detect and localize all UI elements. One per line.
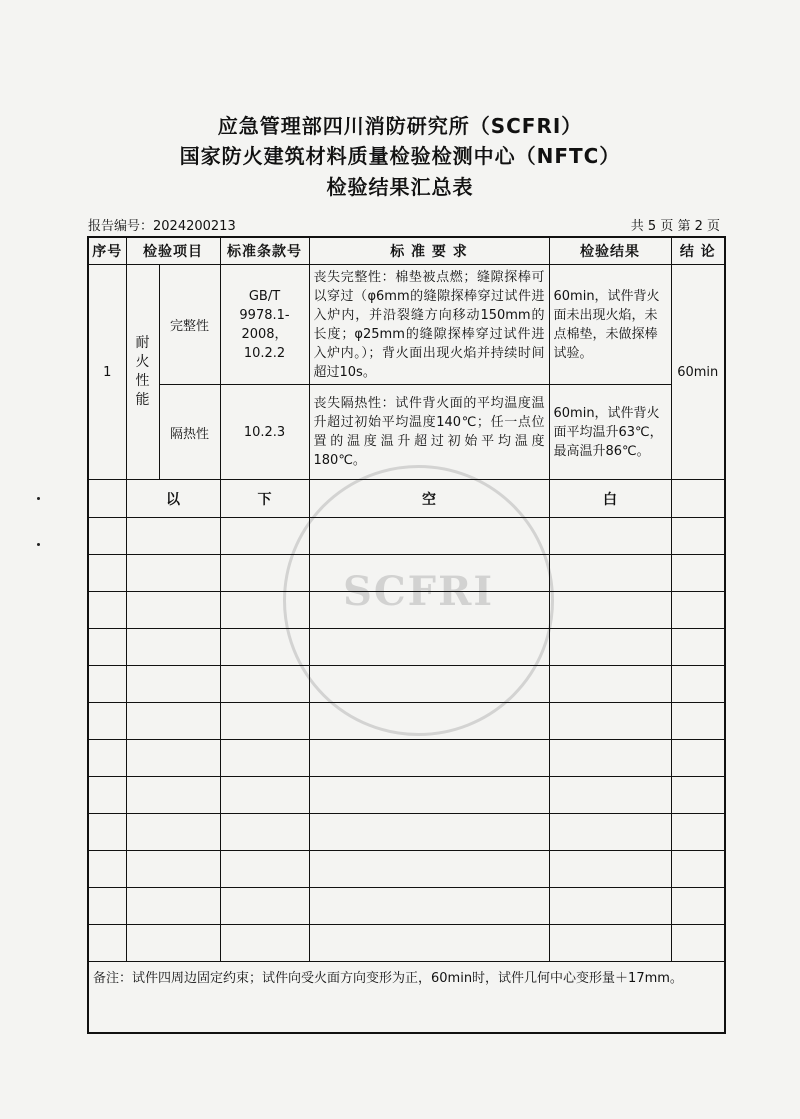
page-info: 共 5 页 第 2 页: [630, 219, 720, 234]
note-text: 备注：试件四周边固定约束；试件向受火面方向变形为正，60min时，试件几何中心变形量＋17mm。: [88, 962, 725, 1034]
result-cell: 60min，试件背火面未出现火焰，未点棉垫，未做探棒试验。: [549, 265, 671, 385]
blank-marker: 以: [126, 480, 220, 518]
col-header-requirement: 标 准 要 求: [309, 237, 549, 265]
header-row: [88, 237, 725, 265]
blank-marker: 下: [220, 480, 309, 518]
conclusion-cell: 60min: [671, 265, 725, 480]
blank-marker: 空: [309, 480, 549, 518]
blank-marker: 白: [549, 480, 671, 518]
empty-row: [88, 518, 725, 555]
empty-row: [88, 592, 725, 629]
table-row: [88, 265, 725, 385]
empty-row: [88, 555, 725, 592]
requirement-cell: 丧失完整性：棉垫被点燃；缝隙探棒可以穿过（φ6mm的缝隙探棒穿过试件进入炉内，并沿裂缝方向移动150mm的长度；φ25mm的缝隙探棒穿过试件进入炉内。）；背火面出现火焰并持续时间超过10s。: [309, 265, 549, 385]
clause-cell: 10.2.3: [220, 385, 309, 480]
col-header-clause: 标准条款号: [220, 237, 309, 265]
note-row: [88, 962, 725, 1034]
result-cell: 60min，试件背火面平均温升63℃，最高温升86℃。: [549, 385, 671, 480]
requirement-cell: 丧失隔热性：试件背火面的平均温度温升超过初始平均温度140℃；任一点位置的温度温升超过初始平均温度180℃。: [309, 385, 549, 480]
seq-cell: 1: [88, 265, 126, 480]
col-header-result: 检验结果: [549, 237, 671, 265]
col-header-item: 检验项目: [126, 237, 220, 265]
empty-row: [88, 814, 725, 851]
results-table: [87, 236, 726, 1034]
report-number: 报告编号：2024200213: [88, 219, 236, 234]
item-name: 完整性: [159, 265, 220, 385]
col-header-seq: 序号: [88, 237, 126, 265]
title-line-3: 检验结果汇总表: [326, 175, 474, 199]
seal-text: SCFRI: [342, 568, 495, 615]
empty-row: [88, 740, 725, 777]
category-cell: [126, 265, 159, 480]
col-header-conclusion: 结 论: [671, 237, 725, 265]
clause-cell: GB/T 9978.1-2008，10.2.2: [220, 265, 309, 385]
empty-row: [88, 629, 725, 666]
title-line-1: 应急管理部四川消防研究所（SCFRI）: [217, 114, 583, 138]
category-char: 性: [135, 373, 150, 389]
title-line-2: 国家防火建筑材料质量检验检测中心（NFTC）: [179, 144, 621, 168]
scan-dot: [37, 543, 40, 546]
empty-row: [88, 703, 725, 740]
category-char: 能: [135, 392, 150, 408]
table-row: [88, 385, 725, 480]
empty-row: [88, 666, 725, 703]
blank-marker-row: [88, 480, 725, 518]
scan-dot: [37, 497, 40, 500]
empty-row: [88, 888, 725, 925]
category-char: 耐: [135, 335, 150, 351]
item-name: 隔热性: [159, 385, 220, 480]
category-char: 火: [135, 354, 150, 370]
empty-row: [88, 777, 725, 814]
empty-row: [88, 925, 725, 962]
empty-row: [88, 851, 725, 888]
